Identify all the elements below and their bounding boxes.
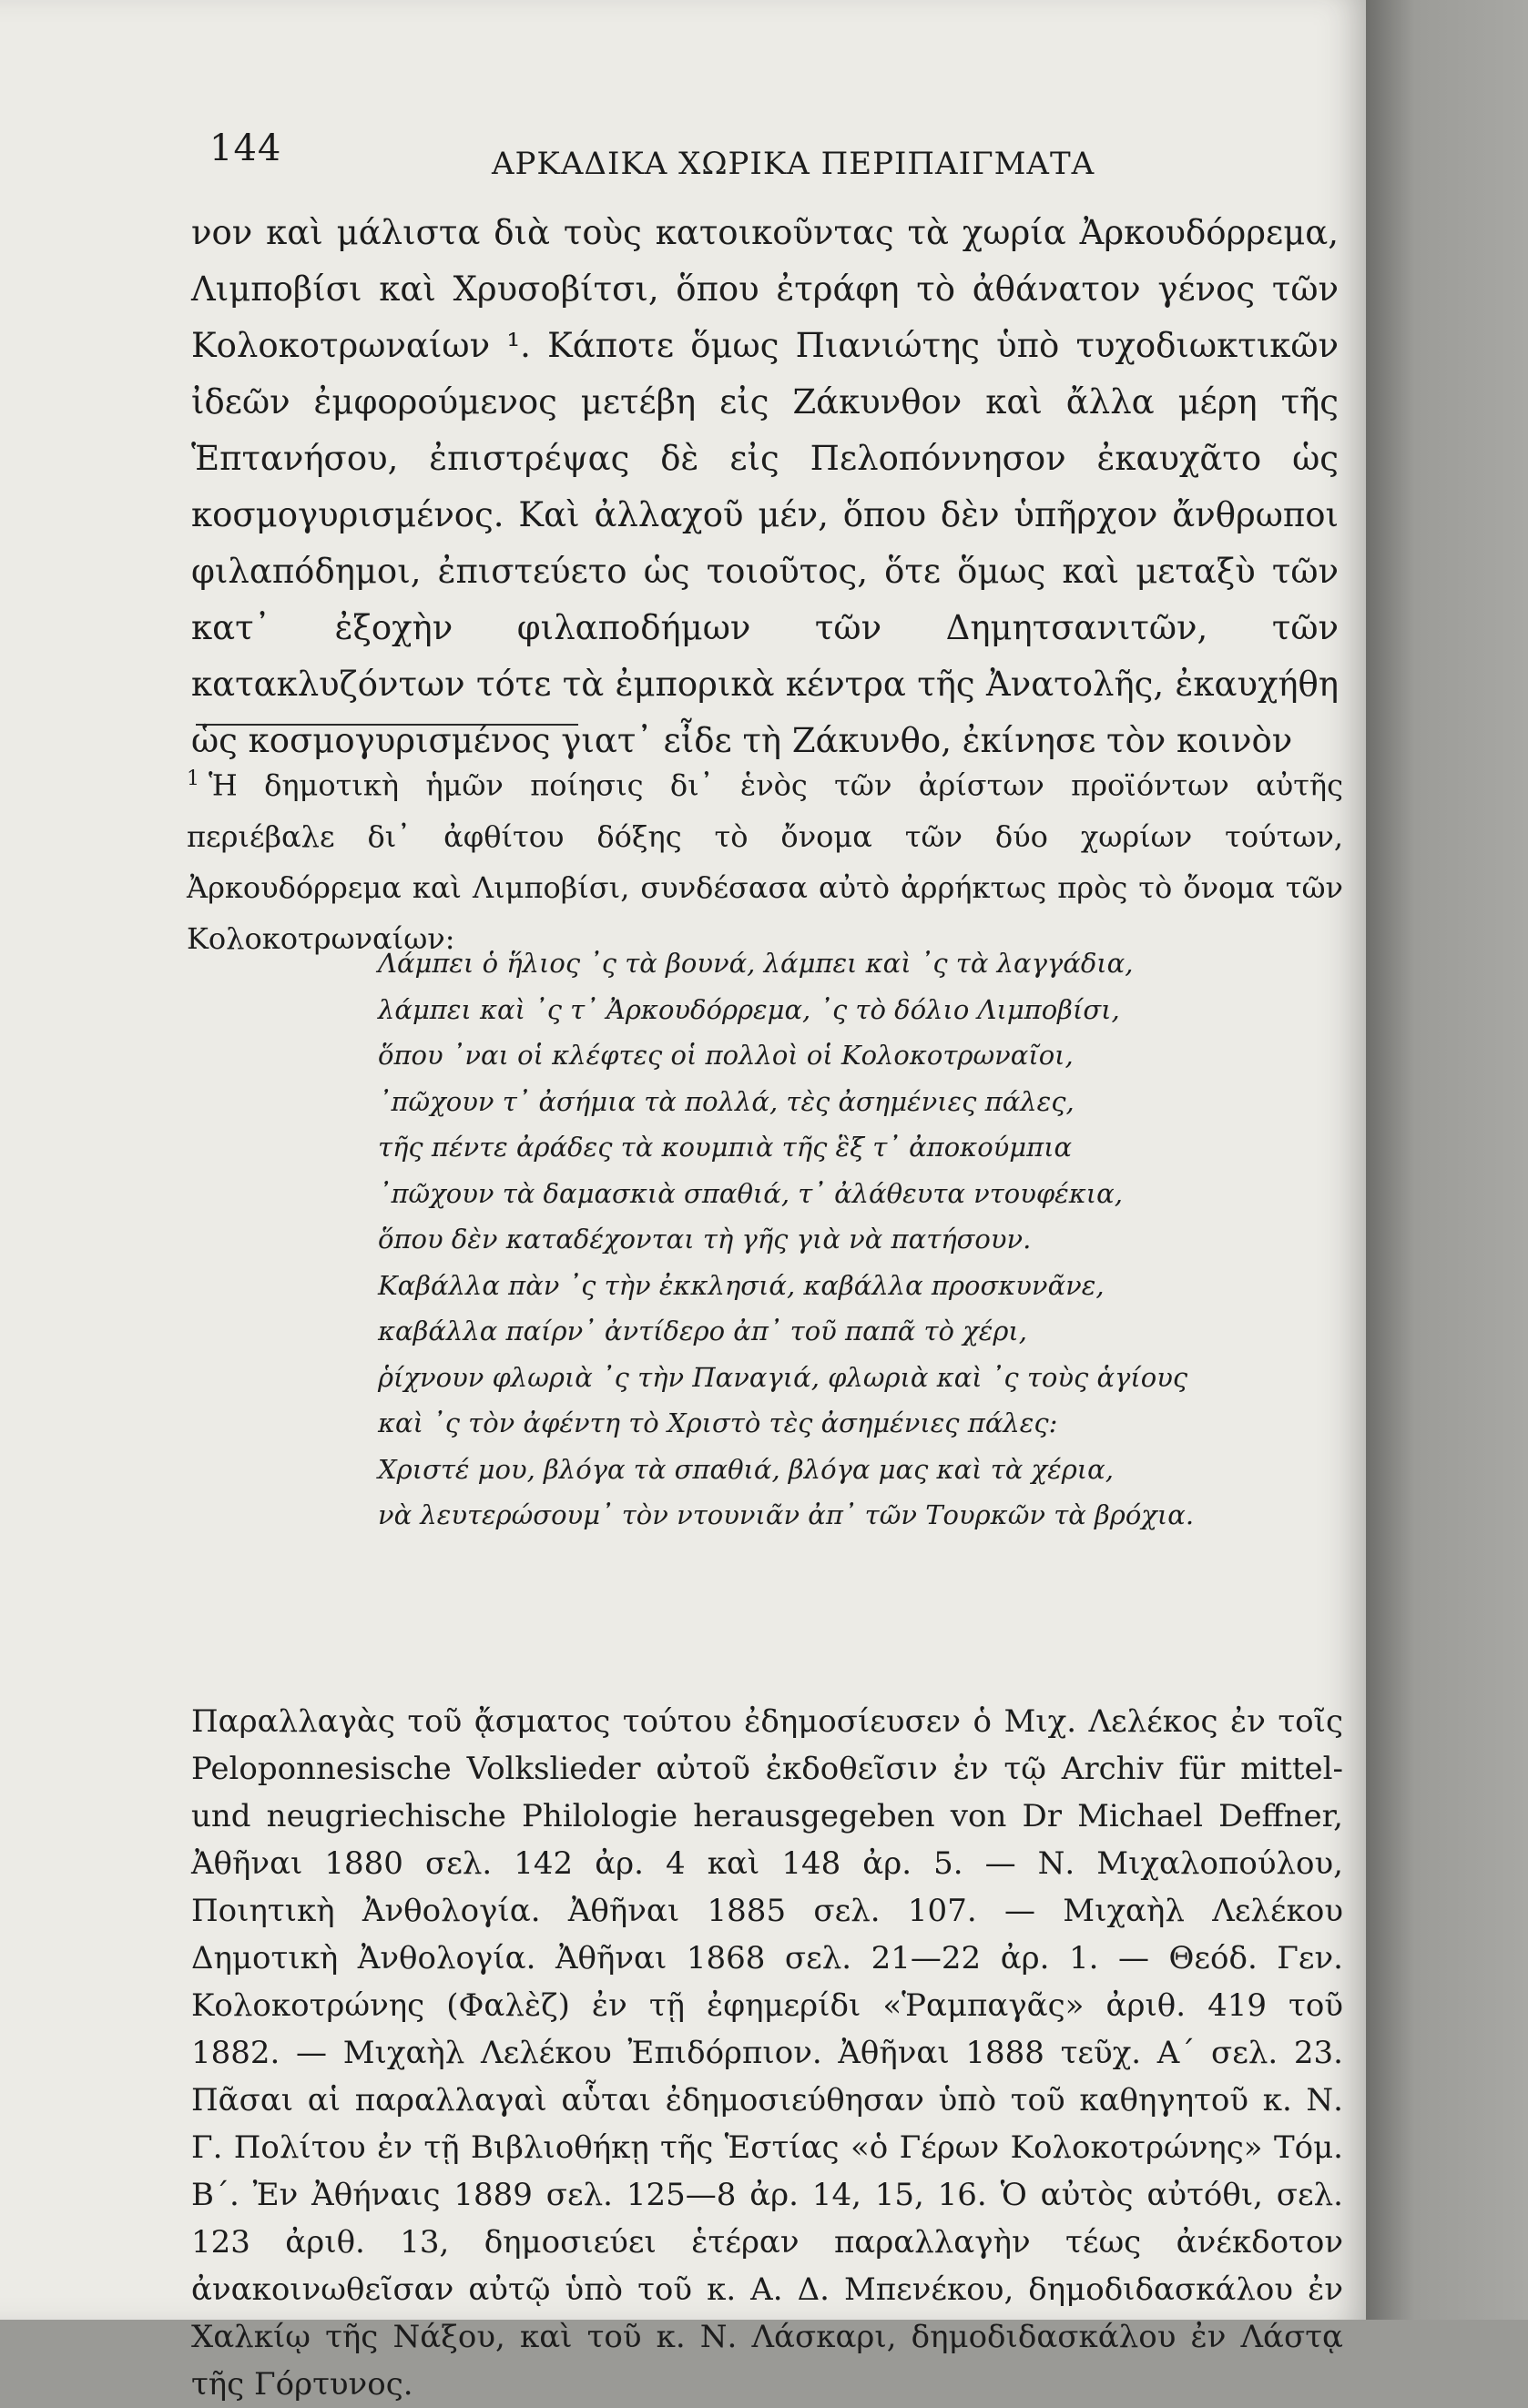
footnote-divider (196, 724, 578, 726)
poem-line: Λάμπει ὁ ἥλιος ᾽ς τὰ βουνά, λάμπει καὶ ᾽ς τὰ λαγγάδια, (378, 948, 1134, 979)
poem-line: νὰ λευτερώσουμ᾽ τὸν ντουνιᾶν ἀπ᾽ τῶν Τουρκῶν τὰ βρόχια. (378, 1499, 1195, 1530)
footnote-intro-text: Ἡ δημοτικὴ ἡμῶν ποίησις δι᾽ ἑνὸς τῶν ἀρίστων προϊόντων αὐτῆς περιέβαλε δι᾽ ἀφθίτου δόξης τὸ ὄνομα τῶν δύο χωρίων τούτων, Ἀρκουδόρρεμα καὶ Λιμποβίσι, συνδέσασα αὐτὸ ἀρρήκτως πρὸς τὸ ὄνομα τῶν Κολοκοτρωναίων: (187, 767, 1343, 956)
poem-line: Καβάλλα πὰν ᾽ς τὴν ἐκκλησιά, καβάλλα προσκυνᾶνε, (378, 1269, 1105, 1301)
book-gutter-edge (1366, 0, 1528, 2320)
poem-line: καβάλλα παίρν᾽ ἀντίδερο ἀπ᾽ τοῦ παπᾶ τὸ χέρι, (378, 1316, 1028, 1346)
poem-line: Χριστέ μου, βλόγα τὰ σπαθιά, βλόγα μας καὶ τὰ χέρια, (378, 1453, 1114, 1485)
body-paragraph: νον καὶ μάλιστα διὰ τοὺς κατοικοῦντας τὰ χωρία Ἀρκουδόρρεμα, Λιμποβίσι καὶ Χρυσοβίτσι, ὅπου ἐτράφη τὸ ἀθάνατον γένος τῶν Κολοκοτρωναίων ¹. Κάποτε ὅμως Πιανιώτης ὑπὸ τυχοδιωκτικῶν ἰδεῶν ἐμφορούμενος μετέβη εἰς Ζάκυνθον καὶ ἄλλα μέρη τῆς Ἑπτανήσου, ἐπιστρέψας δὲ εἰς Πελοπόννησον ἐκαυχᾶτο ὡς κοσμογυρισμένος. Καὶ ἀλλαχοῦ μέν, ὅπου δὲν ὑπῆρχον ἄνθρωποι φιλαπόδημοι, ἐπιστεύετο ὡς τοιοῦτος, ὅτε ὅμως καὶ μεταξὺ τῶν κατ᾽ ἐξοχὴν φιλαποδήμων τῶν Δημητσανιτῶν, τῶν κατακλυζόντων τότε τὰ ἐμπορικὰ κέντρα τῆς Ἀνατολῆς, ἐκαυχήθη ὡς κοσμογυρισμένος γιατ᾽ εἶδε τὴ Ζάκυνθο, ἐκίνησε τὸν κοινὸν (191, 213, 1339, 760)
footnote-intro (187, 754, 1343, 964)
poem-line: τῆς πέντε ἀράδες τὰ κουμπιὰ τῆς ἓξ τ᾽ ἀποκούμπια (378, 1132, 1073, 1163)
page-number: 144 (209, 127, 282, 169)
footnote-marker: 1 (187, 767, 199, 790)
bibliographic-notes: Παραλλαγὰς τοῦ ᾄσματος τούτου ἐδημοσίευσεν ὁ Μιχ. Λελέκος ἐν τοῖς Peloponnesische Volkslieder αὐτοῦ ἐκδοθεῖσιν ἐν τῷ Archiv für mittel-und neugriechische Philologie herausgegeben von Dr Michael Deffner, Ἀθῆναι 1880 σελ. 142 ἀρ. 4 καὶ 148 ἀρ. 5. — Ν. Μιχαλοπούλου, Ποιητικὴ Ἀνθολογία. Ἀθῆναι 1885 σελ. 107. — Μιχαὴλ Λελέκου Δημοτικὴ Ἀνθολογία. Ἀθῆναι 1868 σελ. 21—22 ἀρ. 1. — Θεόδ. Γεν. Κολοκοτρώνης (Φαλὲζ) ἐν τῇ ἐφημερίδι «Ῥαμπαγᾶς» ἀριθ. 419 τοῦ 1882. — Μιχαὴλ Λελέκου Ἐπιδόρπιον. Ἀθῆναι 1888 τεῦχ. Α΄ σελ. 23. Πᾶσαι αἱ παραλλαγαὶ αὗται ἐδημοσιεύθησαν ὑπὸ τοῦ καθηγητοῦ κ. Ν. Γ. Πολίτου ἐν τῇ Βιβλιοθήκῃ τῆς Ἑστίας «ὁ Γέρων Κολοκοτρώνης» Τόμ. Β΄. Ἐν Ἀθήναις 1889 σελ. 125—8 ἀρ. 14, 15, 16. Ὁ αὐτὸς αὐτόθι, σελ. 123 ἀριθ. 13, δημοσιεύει ἑτέραν παραλλαγὴν τέως ἀνέκδοτον ἀνακοινωθεῖσαν αὐτῷ ὑπὸ τοῦ κ. Α. Δ. Μπενέκου, δημοδιδασκάλου ἐν Χαλκίῳ τῆς Νάξου, καὶ τοῦ κ. Ν. Λάσκαρι, δημοδιδασκάλου ἐν Λάστᾳ τῆς Γόρτυνος. (191, 1703, 1343, 2403)
poem-line: καὶ ᾽ς τὸν ἀφέντη τὸ Χριστὸ τὲς ἀσημένιες πάλες: (378, 1407, 1058, 1438)
poem-line: ὅπου ᾽ναι οἱ κλέφτες οἱ πολλοὶ οἱ Κολοκοτρωναῖοι, (378, 1040, 1074, 1071)
folk-song-poem (378, 940, 1325, 1539)
running-title: ΑΡΚΑΔΙΚΑ ΧΩΡΙΚΑ ΠΕΡΙΠΑΙΓΜΑΤΑ (492, 146, 1095, 182)
poem-line: ᾽πῶχουν τὰ δαμασκιὰ σπαθιά, τ᾽ ἀλάθευτα ντουφέκια, (378, 1177, 1123, 1209)
poem-line: ὅπου δὲν καταδέχονται τὴ γῆς γιὰ νὰ πατήσουν. (378, 1224, 1032, 1255)
poem-line: ᾽πῶχουν τ᾽ ἀσήμια τὰ πολλά, τὲς ἀσημένιες πάλες, (378, 1085, 1075, 1117)
page-header (209, 109, 1229, 182)
poem-line: ῥίχνουν φλωριὰ ᾽ς τὴν Παναγιά, φλωριὰ καὶ ᾽ς τοὺς ἁγίους (378, 1361, 1188, 1393)
poem-line: λάμπει καὶ ᾽ς τ᾽ Ἀρκουδόρρεμα, ᾽ς τὸ δόλιο Λιμποβίσι, (378, 993, 1120, 1025)
